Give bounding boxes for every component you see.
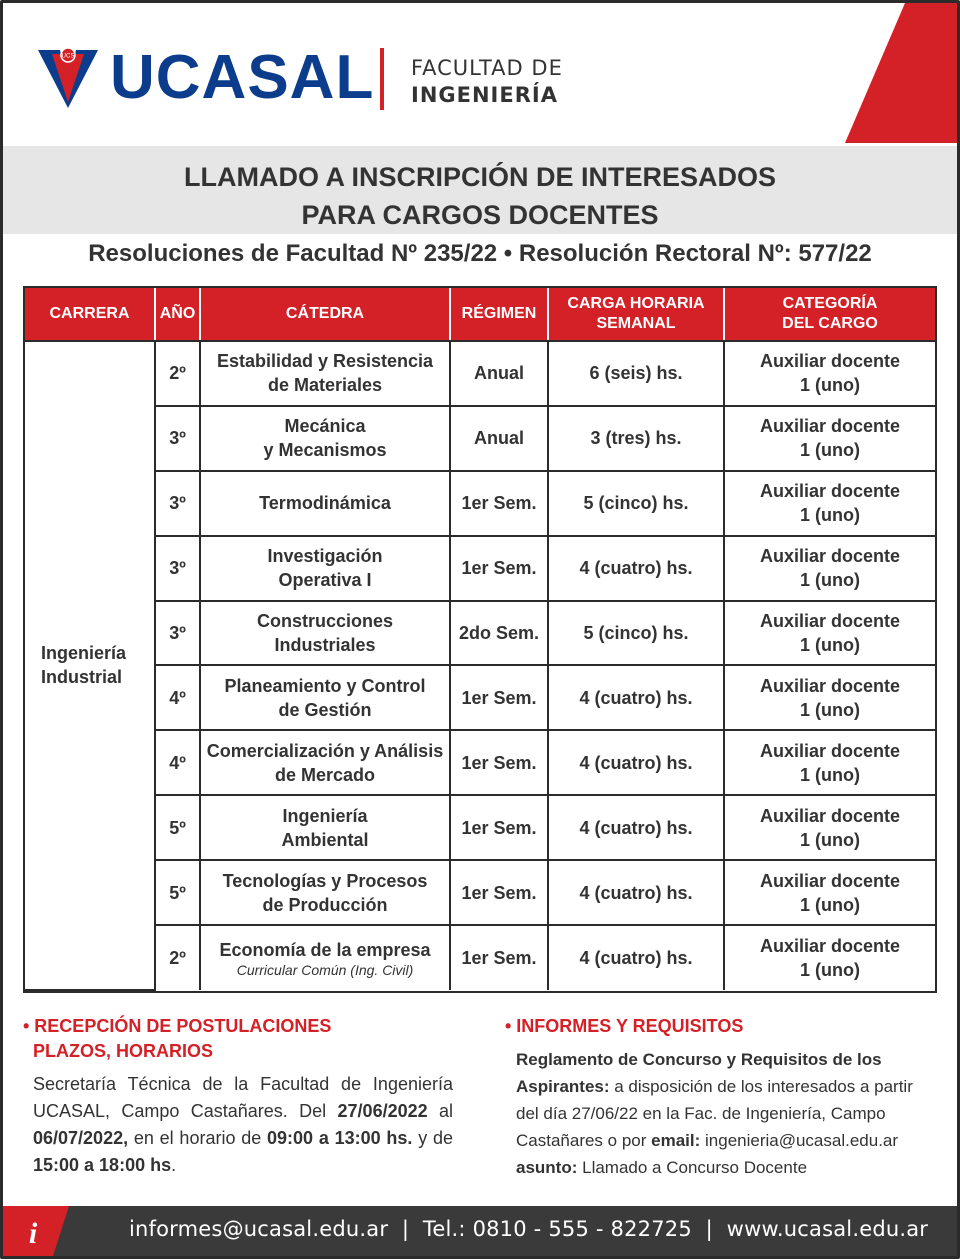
categoria-line1: Auxiliar docente	[759, 416, 901, 437]
categoria-cell	[724, 665, 935, 730]
regimen-cell: Anual	[450, 341, 548, 406]
anio-cell: 5º	[155, 795, 200, 860]
recepcion-text-part: y de	[412, 1128, 453, 1148]
title-line1: LLAMADO A INSCRIPCIÓN DE INTERESADOS	[183, 162, 777, 192]
regimen-cell: 1er Sem.	[450, 795, 548, 860]
categoria-line2: 1 (uno)	[800, 635, 860, 655]
categoria-line1: Auxiliar docente	[759, 870, 901, 891]
catedra-line1: Economía de la empresa	[219, 939, 431, 960]
carga-cell: 3 (tres) hs.	[548, 406, 724, 471]
carga-cell: 4 (cuatro) hs.	[548, 665, 724, 730]
categoria-line1: Auxiliar docente	[759, 935, 901, 956]
categoria-cell	[724, 795, 935, 860]
table-row	[25, 665, 935, 730]
catedra-line2: y Mecanismos	[263, 440, 387, 461]
recepcion-text	[33, 1071, 453, 1179]
categoria-line2: 1 (uno)	[800, 440, 860, 461]
catedra-cell	[200, 795, 450, 860]
catedra-line2: Industriales	[274, 635, 376, 655]
catedra-cell	[200, 860, 450, 925]
anio-cell: 2º	[155, 341, 200, 406]
col-header-catedra: CÁTEDRA	[200, 288, 450, 341]
informes-email-link[interactable]: ingenieria@ucasal.edu.ar	[700, 1131, 899, 1150]
categoria-line2: 1 (uno)	[800, 570, 860, 591]
carrera-line1: Ingeniería	[41, 643, 127, 664]
catedra-cell	[200, 406, 450, 471]
catedra-line2: de Materiales	[267, 375, 383, 396]
regimen-cell: 1er Sem.	[450, 536, 548, 601]
catedra-line1: Investigación	[267, 546, 383, 567]
faculty-line2: INGENIERÍA	[411, 83, 558, 107]
carga-header-line2: SEMANAL	[596, 315, 676, 332]
svg-text:i: i	[28, 1217, 38, 1250]
table-row	[25, 795, 935, 860]
categoria-line1: Auxiliar docente	[759, 351, 901, 372]
anio-cell: 3º	[155, 471, 200, 536]
anio-cell: 4º	[155, 730, 200, 795]
footer-bar	[3, 1206, 957, 1256]
categoria-line2: 1 (uno)	[800, 375, 860, 396]
catedra-line1: Planeamiento y Control	[224, 675, 426, 696]
catedra-line2: de Gestión	[278, 699, 372, 720]
col-header-carga	[548, 288, 724, 341]
table-row	[25, 860, 935, 925]
table-row	[25, 536, 935, 601]
info-icon	[3, 1206, 69, 1256]
categoria-line1: Auxiliar docente	[759, 805, 901, 826]
table-row	[25, 925, 935, 990]
categoria-line1: Auxiliar docente	[759, 611, 901, 631]
categoria-line2: 1 (uno)	[800, 699, 860, 720]
informes-email-label: email:	[651, 1131, 701, 1150]
categoria-cell	[724, 536, 935, 601]
catedra-line2: de Mercado	[274, 764, 376, 785]
informes-reglamento: Reglamento de Concurso y Requisitos de los Aspirantes:	[516, 1050, 882, 1096]
recepcion-hours-morning: 09:00 a 13:00 hs.	[267, 1128, 413, 1148]
table-row	[25, 341, 935, 406]
categoria-cell	[724, 860, 935, 925]
catedra-line1: Tecnologías y Procesos	[222, 870, 428, 891]
faculty-line1: FACULTAD DE	[411, 56, 563, 80]
categoria-header-line2: DEL CARGO	[782, 315, 878, 332]
categoria-line2: 1 (uno)	[800, 829, 860, 850]
col-header-carrera: CARRERA	[25, 288, 155, 341]
recepcion-text-part: .	[171, 1155, 177, 1175]
categoria-cell	[724, 341, 935, 406]
catedra-cell	[200, 665, 450, 730]
carga-cell: 4 (cuatro) hs.	[548, 536, 724, 601]
catedra-cell	[200, 601, 450, 666]
col-header-categoria	[724, 288, 935, 341]
categoria-cell	[724, 601, 935, 666]
anio-cell: 3º	[155, 601, 200, 666]
catedra-line1: Ingeniería	[282, 805, 368, 826]
categoria-cell	[724, 925, 935, 990]
categoria-line1: Auxiliar docente	[759, 546, 901, 567]
catedra-cell	[200, 730, 450, 795]
catedra-line2: Operativa I	[278, 570, 372, 591]
anio-cell: 4º	[155, 665, 200, 730]
title-line2: PARA CARGOS DOCENTES	[301, 200, 659, 230]
recepcion-heading-line1: • RECEPCIÓN DE POSTULACIONES	[23, 1016, 332, 1036]
catedra-line1: Construcciones	[256, 611, 394, 631]
categoria-cell	[724, 406, 935, 471]
carga-cell: 4 (cuatro) hs.	[548, 730, 724, 795]
categoria-line1: Auxiliar docente	[759, 740, 901, 761]
regimen-cell: 1er Sem.	[450, 471, 548, 536]
catedra-cell	[200, 341, 450, 406]
categoria-line2: 1 (uno)	[800, 505, 860, 526]
carga-cell: 4 (cuatro) hs.	[548, 925, 724, 990]
col-header-regimen: RÉGIMEN	[450, 288, 548, 341]
categoria-line1: Auxiliar docente	[759, 481, 901, 502]
anio-cell: 3º	[155, 536, 200, 601]
catedra-line1: Termodinámica	[259, 493, 391, 514]
regimen-cell: 1er Sem.	[450, 860, 548, 925]
recepcion-hours-afternoon: 15:00 a 18:00 hs	[33, 1155, 172, 1175]
footer-contact: informes@ucasal.edu.ar | Tel.: 0810 - 555 - 822725 | www.ucasal.edu.ar	[129, 1217, 929, 1241]
carrera-cell	[25, 341, 155, 990]
title-band	[3, 146, 957, 234]
catedra-cell	[200, 471, 450, 536]
carga-cell: 5 (cinco) hs.	[548, 601, 724, 666]
recepcion-heading-line2: PLAZOS, HORARIOS	[33, 1041, 214, 1061]
corner-decoration	[807, 3, 957, 143]
carga-cell: 4 (cuatro) hs.	[548, 860, 724, 925]
anio-cell: 5º	[155, 860, 200, 925]
brand-divider	[380, 48, 384, 110]
informes-subject: Llamado a Concurso Docente	[577, 1158, 808, 1177]
catedra-line1: Mecánica	[284, 416, 366, 437]
catedra-line2: Ambiental	[281, 829, 369, 850]
recepcion-text-part: al	[427, 1101, 453, 1121]
catedra-line1: Comercialización y Análisis	[206, 740, 444, 761]
catedra-note: Curricular Común (Ing. Civil)	[236, 961, 414, 978]
informes-text	[516, 1046, 936, 1181]
carga-cell: 4 (cuatro) hs.	[548, 795, 724, 860]
informes-heading: • INFORMES Y REQUISITOS	[505, 1016, 744, 1036]
positions-table	[23, 286, 937, 993]
table-row	[25, 471, 935, 536]
catedra-cell	[200, 925, 450, 990]
informes-text-part: a disposición de los interesados a partir del día 27/06/22 en la Fac. de Ingeniería, Campo Castañares o por	[516, 1077, 913, 1150]
anio-cell: 2º	[155, 925, 200, 990]
carrera-line2: Industrial	[41, 667, 123, 688]
recepcion-text-part: Secretaría Técnica de la Facultad de Ingeniería UCASAL, Campo Castañares. Del	[33, 1074, 453, 1121]
regimen-cell: 1er Sem.	[450, 730, 548, 795]
categoria-line2: 1 (uno)	[800, 959, 860, 980]
categoria-cell	[724, 730, 935, 795]
recepcion-date-from: 27/06/2022	[337, 1101, 428, 1121]
anio-cell: 3º	[155, 406, 200, 471]
catedra-line2: de Producción	[262, 894, 388, 915]
categoria-header-line1: CATEGORÍA	[782, 295, 878, 312]
table-header-row	[25, 288, 935, 341]
catedra-line1: Estabilidad y Resistencia	[216, 351, 434, 372]
categoria-cell	[724, 471, 935, 536]
regimen-cell: 2do Sem.	[450, 601, 548, 666]
resolutions-subtitle: Resoluciones de Facultad Nº 235/22 • Resolución Rectoral Nº: 577/22	[88, 240, 872, 267]
informes-subject-label: asunto:	[516, 1158, 578, 1177]
catedra-cell	[200, 536, 450, 601]
carga-cell: 6 (seis) hs.	[548, 341, 724, 406]
carga-cell: 5 (cinco) hs.	[548, 471, 724, 536]
table-row	[25, 730, 935, 795]
categoria-line1: Auxiliar docente	[759, 675, 901, 696]
ucasal-logo-icon	[38, 44, 98, 108]
brand-name: UCASAL	[110, 43, 375, 112]
categoria-line2: 1 (uno)	[800, 894, 860, 915]
col-header-anio: AÑO	[155, 288, 200, 341]
regimen-cell: 1er Sem.	[450, 925, 548, 990]
categoria-line2: 1 (uno)	[800, 764, 860, 785]
carga-header-line1: CARGA HORARIA	[567, 295, 705, 312]
recepcion-text-part: en el horario de	[128, 1128, 268, 1148]
table-row	[25, 406, 935, 471]
table-row	[25, 601, 935, 666]
svg-text:UCS: UCS	[61, 53, 75, 60]
regimen-cell: Anual	[450, 406, 548, 471]
recepcion-date-to: 06/07/2022,	[33, 1128, 129, 1148]
regimen-cell: 1er Sem.	[450, 665, 548, 730]
